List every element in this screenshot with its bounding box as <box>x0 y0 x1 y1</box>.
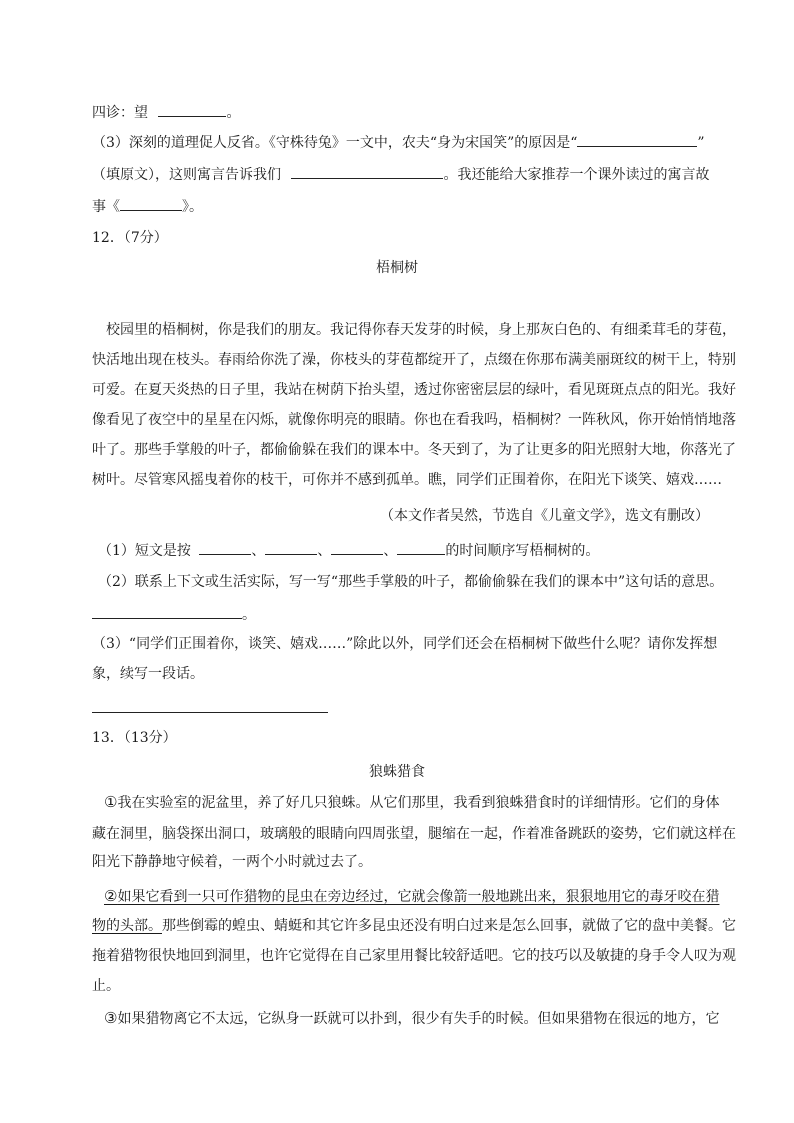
q12-meaning-blank[interactable] <box>92 604 242 619</box>
q11-line-3: （填原文），这则寓言告诉我们 。我还能给大家推荐一个课外读过的寓言故 <box>92 164 709 185</box>
q11-diagnosis-blank[interactable] <box>158 102 226 117</box>
q13-underlined-sentence: 如果它看到一只可作猎物的昆虫在旁边经过，它就会像箭一般地跳出来，狠狠地用它的毒牙咬在猎 <box>117 889 720 905</box>
q12-passage-line-2: 快活地出现在枝头。春雨给你洗了澡，你枝头的芽苞都绽开了，点缀在你那布满美丽斑纹的树干上，特别 <box>92 352 736 368</box>
q12-source-note: （本文作者吴然，节选自《儿童文学》，选文有删改） <box>380 508 709 524</box>
q11-lesson-blank[interactable] <box>291 164 443 179</box>
q13-para-1-line-3: 阳光下静静地守候着，一两个小时就过去了。 <box>92 854 372 870</box>
q13-para-2-line-4: 止。 <box>92 978 120 994</box>
q11-sub3-text: （3）深刻的道理促人反省。《守株待兔》一文中，农夫“身为宋国笑”的原因是“ <box>92 135 578 151</box>
q12-order-blank-3[interactable] <box>331 540 383 555</box>
q12-subq-3-line-1: （3）“同学们正围着你，谈笑、嬉戏……”除此以外，同学们还会在梧桐树下做些什么呢？请你发挥想 <box>92 636 718 652</box>
q12-order-blank-4[interactable] <box>397 540 445 555</box>
q13-para-3-line-1: ③如果猎物离它不太远，它纵身一跃就可以扑到，很少有失手的时候。但如果猎物在很远的地方，它 <box>104 1009 720 1027</box>
q12-passage-line-3: 可爱。在夏天炎热的日子里，我站在树荫下抬头望，透过你密密层层的绿叶，看见斑斑点点的阳光。我好 <box>92 382 736 398</box>
q12-passage-line-6: 树叶。尽管寒风摇曳着你的枝干，可你并不感到孤单。瞧，同学们正围着你，在阳光下谈笑、嬉戏…… <box>92 472 722 488</box>
q12-passage-title: 梧桐树 <box>376 260 418 276</box>
paragraph-marker-1: ① <box>104 793 118 811</box>
q13-underlined-sentence-end: 物的头部。 <box>92 918 162 934</box>
q12-passage-line-1: 校园里的梧桐树，你是我们的朋友。我记得你春天发芽的时候，身上那灰白色的、有细柔茸毛的芽苞， <box>106 322 736 338</box>
paragraph-marker-3: ③ <box>104 1009 118 1027</box>
q13-para-2-line-1 <box>104 886 719 907</box>
q11-quote-blank[interactable] <box>577 132 697 147</box>
q12-subq-3-line-2: 象，续写一段话。 <box>92 666 204 682</box>
q11-line-1: 四诊：望 。 <box>92 102 240 123</box>
q11-fable-blank[interactable] <box>120 196 182 211</box>
q12-passage-line-4: 像看见了夜空中的星星在闪烁，就像你明亮的眼睛。你也在看我吗，梧桐树？一阵秋风，你开始悄悄地落 <box>92 412 736 428</box>
q12-order-blank-1[interactable] <box>199 540 251 555</box>
q12-subq-2-answer: 。 <box>92 604 256 625</box>
q11-diagnosis-label: 四诊：望 <box>92 105 148 121</box>
q12-subq-2: （2）联系上下文或生活实际，写一写“那些手掌般的叶子，都偷偷躲在我们的课本中”这句话的意思。 <box>98 574 724 590</box>
q11-line-4: 事《 》。 <box>92 196 203 217</box>
q12-continuation-answer-line[interactable] <box>92 712 328 713</box>
q12-subq-1: （1）短文是按 、 、 、 的时间顺序写梧桐树的。 <box>98 540 599 561</box>
q13-para-2-line-3: 拖着猎物很快地回到洞里，也许它觉得在自己家里用餐比较舒适吧。它的技巧以及敏捷的身手令人叹为观 <box>92 948 736 964</box>
q13-para-1-line-1: ①我在实验室的泥盆里，养了好几只狼蛛。从它们那里，我看到狼蛛猎食时的详细情形。它们的身体 <box>104 793 720 811</box>
q12-order-blank-2[interactable] <box>265 540 317 555</box>
q13-number: 13．（13分） <box>92 730 177 746</box>
q13-para-2-line-2: 物的头部。那些倒霉的蝗虫、蜻蜓和其它许多昆虫还没有明白过来是怎么回事，就做了它的盘中美餐。它 <box>92 918 736 934</box>
q12-passage-line-5: 叶了。那些手掌般的叶子，都偷偷躲在我们的课本中。冬天到了，为了让更多的阳光照射大地，你落光了 <box>92 442 736 458</box>
q13-passage-title: 狼蛛猎食 <box>369 764 425 780</box>
paragraph-marker-2: ② <box>104 887 118 905</box>
q11-line-2: （3）深刻的道理促人反省。《守株待兔》一文中，农夫“身为宋国笑”的原因是“ ” <box>92 132 705 153</box>
q13-para-1-line-2: 藏在洞里，脑袋探出洞口，玻璃般的眼睛向四周张望，腿缩在一起，作着准备跳跃的姿势，它们就这样在 <box>92 826 736 842</box>
q12-number: 12．（7分） <box>92 230 168 246</box>
